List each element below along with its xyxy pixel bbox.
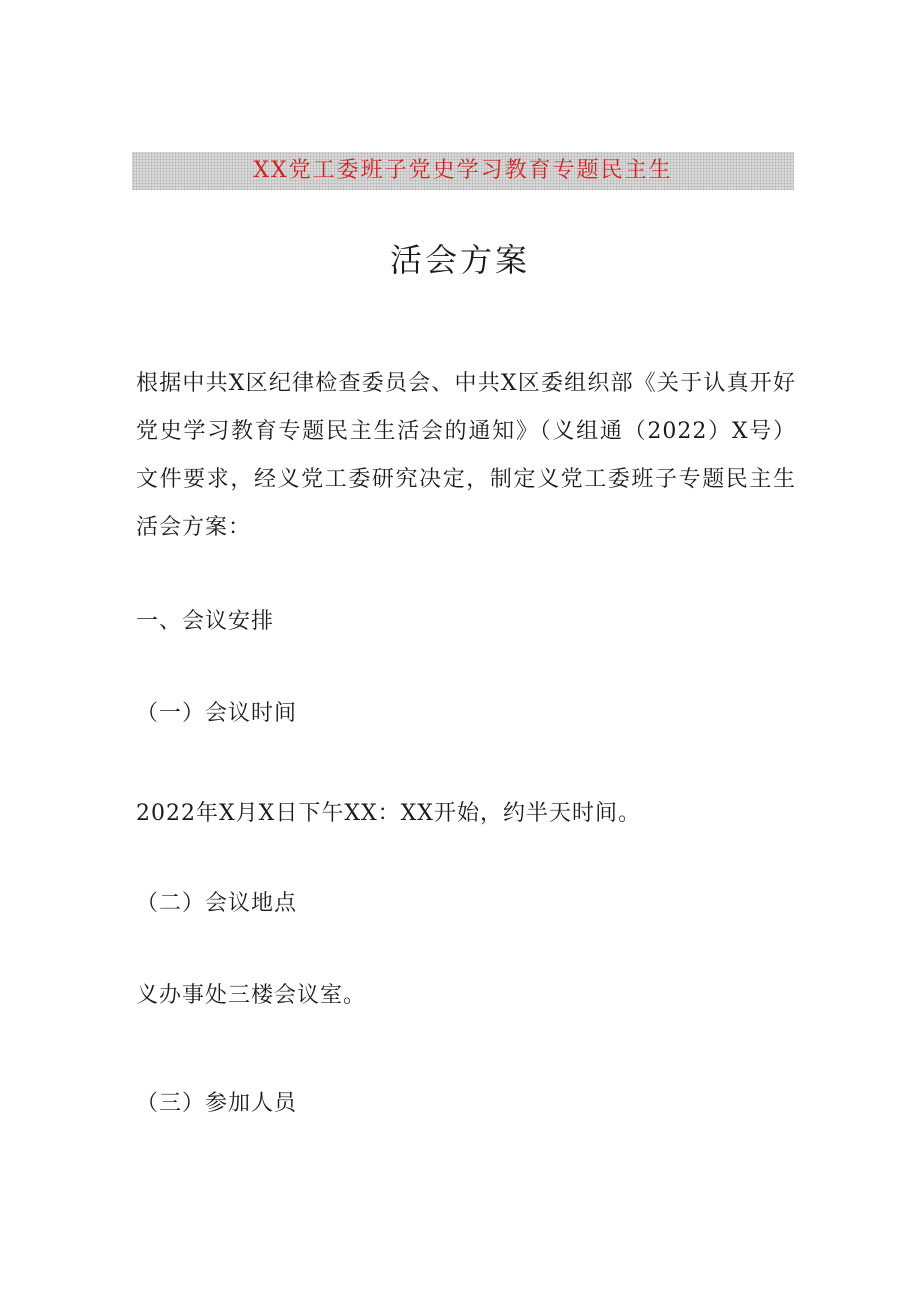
document-title-line1: XX党工委班子党史学习教育专题民主生 — [253, 158, 673, 183]
meeting-place-text: 义办事处三楼会议室。 — [136, 983, 367, 1008]
subsection-attendees-heading: （三）参加人员 — [136, 1091, 298, 1116]
title-banner — [132, 152, 794, 190]
subsection-meeting-place-heading: （二）会议地点 — [136, 891, 298, 916]
document-title-line2: 活会方案 — [389, 241, 530, 279]
subsection-meeting-time-heading: （一）会议时间 — [136, 701, 298, 726]
section-1-heading: 一、会议安排 — [136, 609, 275, 634]
intro-paragraph: 根据中共X区纪律检查委员会、中共X区委组织部《关于认真开好党史学习教育专题民主生活会的通知》（义组通（2022）X号）文件要求，经义党工委研究决定，制定义党工委班子专题民主生活会方案： — [136, 371, 796, 540]
meeting-time-text: 2022年X月X日下午XX：XX开始，约半天时间。 — [136, 801, 641, 826]
